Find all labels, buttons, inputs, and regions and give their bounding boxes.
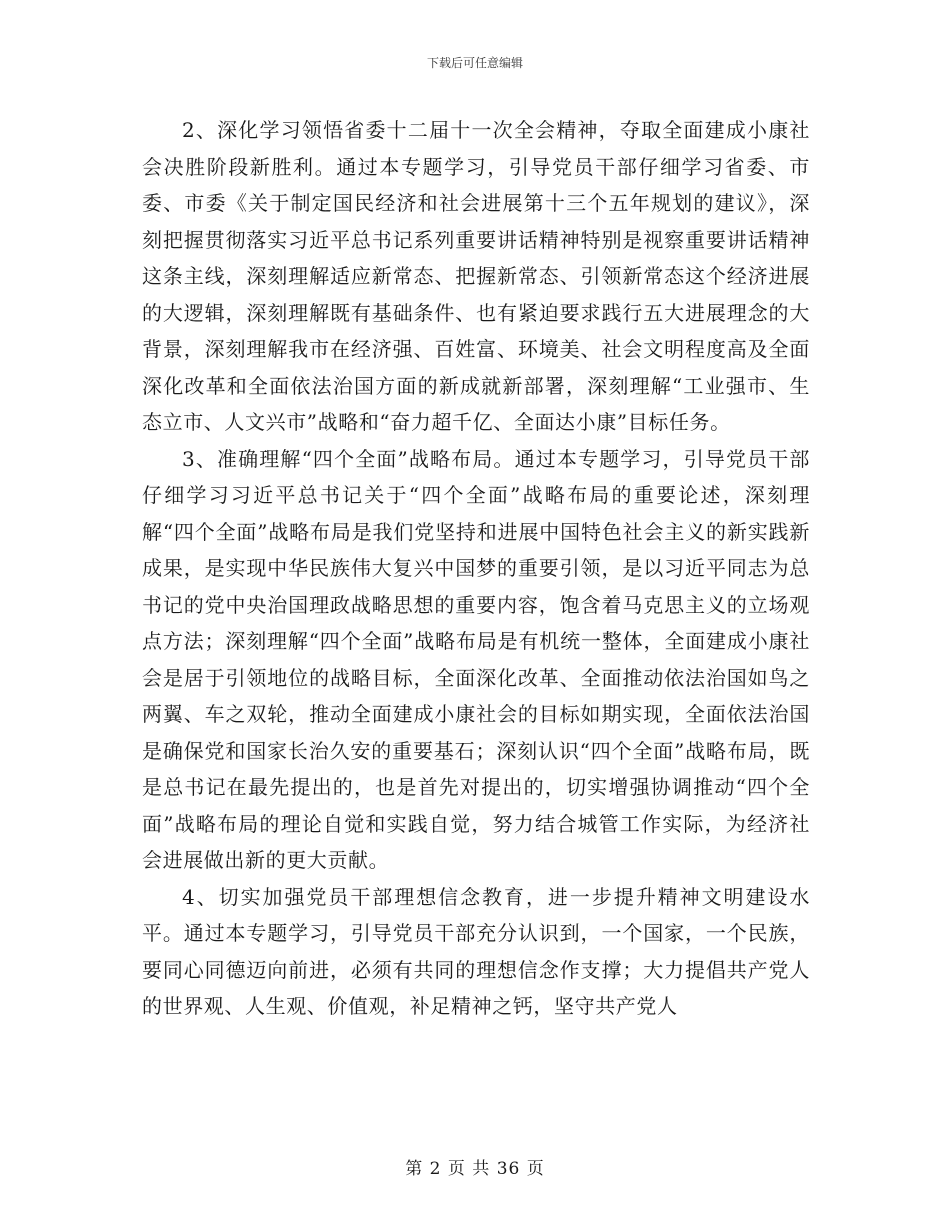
paragraph-2: 2、深化学习领悟省委十二届十一次全会精神，夺取全面建成小康社会决胜阶段新胜利。通过本专题学习，引导党员干部仔细学习省委、市委、市委《关于制定国民经济和社会进展第十三个五年规划的建议》，深刻把握贯彻落实习近平总书记系列重要讲话精神特别是视察重要讲话精神这条主线，深刻理解适应新常态、把握新常态、引领新常态这个经济进展的大逻辑，深刻理解既有基础条件、也有紧迫要求践行五大进展理念的大背景，深刻理解我市在经济强、百姓富、环境美、社会文明程度高及全面深化改革和全面依法治国方面的新成就新部署，深刻理解“工业强市、生态立市、人文兴市”战略和“奋力超千亿、全面达小康”目标任务。 xyxy=(142,118,810,434)
paragraph-4: 4、切实加强党员干部理想信念教育，进一步提升精神文明建设水平。通过本专题学习，引导党员干部充分认识到，一个国家，一个民族，要同心同德迈向前进，必须有共同的理想信念作支撑；大力提倡共产党人的世界观、人生观、价值观，补足精神之钙，坚守共产党人 xyxy=(142,884,810,1018)
document-body xyxy=(142,112,810,1025)
page-header-note: 下载后可任意编辑 xyxy=(426,56,523,70)
paragraph-3: 3、准确理解“四个全面”战略布局。通过本专题学习，引导党员干部仔细学习习近平总书记关于“四个全面”战略布局的重要论述，深刻理解“四个全面”战略布局是我们党坚持和进展中国特色社会主义的新实践新成果，是实现中华民族伟大复兴中国梦的重要引领，是以习近平同志为总书记的党中央治国理政战略思想的重要内容，饱含着马克思主义的立场观点方法；深刻理解“四个全面”战略布局是有机统一整体，全面建成小康社会是居于引领地位的战略目标，全面深化改革、全面推动依法治国如鸟之两翼、车之双轮，推动全面建成小康社会的目标如期实现，全面依法治国是确保党和国家长治久安的重要基石；深刻认识“四个全面”战略布局，既是总书记在最先提出的，也是首先对提出的，切实增强协调推动“四个全面”战略布局的理论自觉和实践自觉，努力结合城管工作实际，为经济社会进展做出新的更大贡献。 xyxy=(142,446,810,872)
page-number-footer: 第 2 页 共 36 页 xyxy=(405,1159,545,1179)
